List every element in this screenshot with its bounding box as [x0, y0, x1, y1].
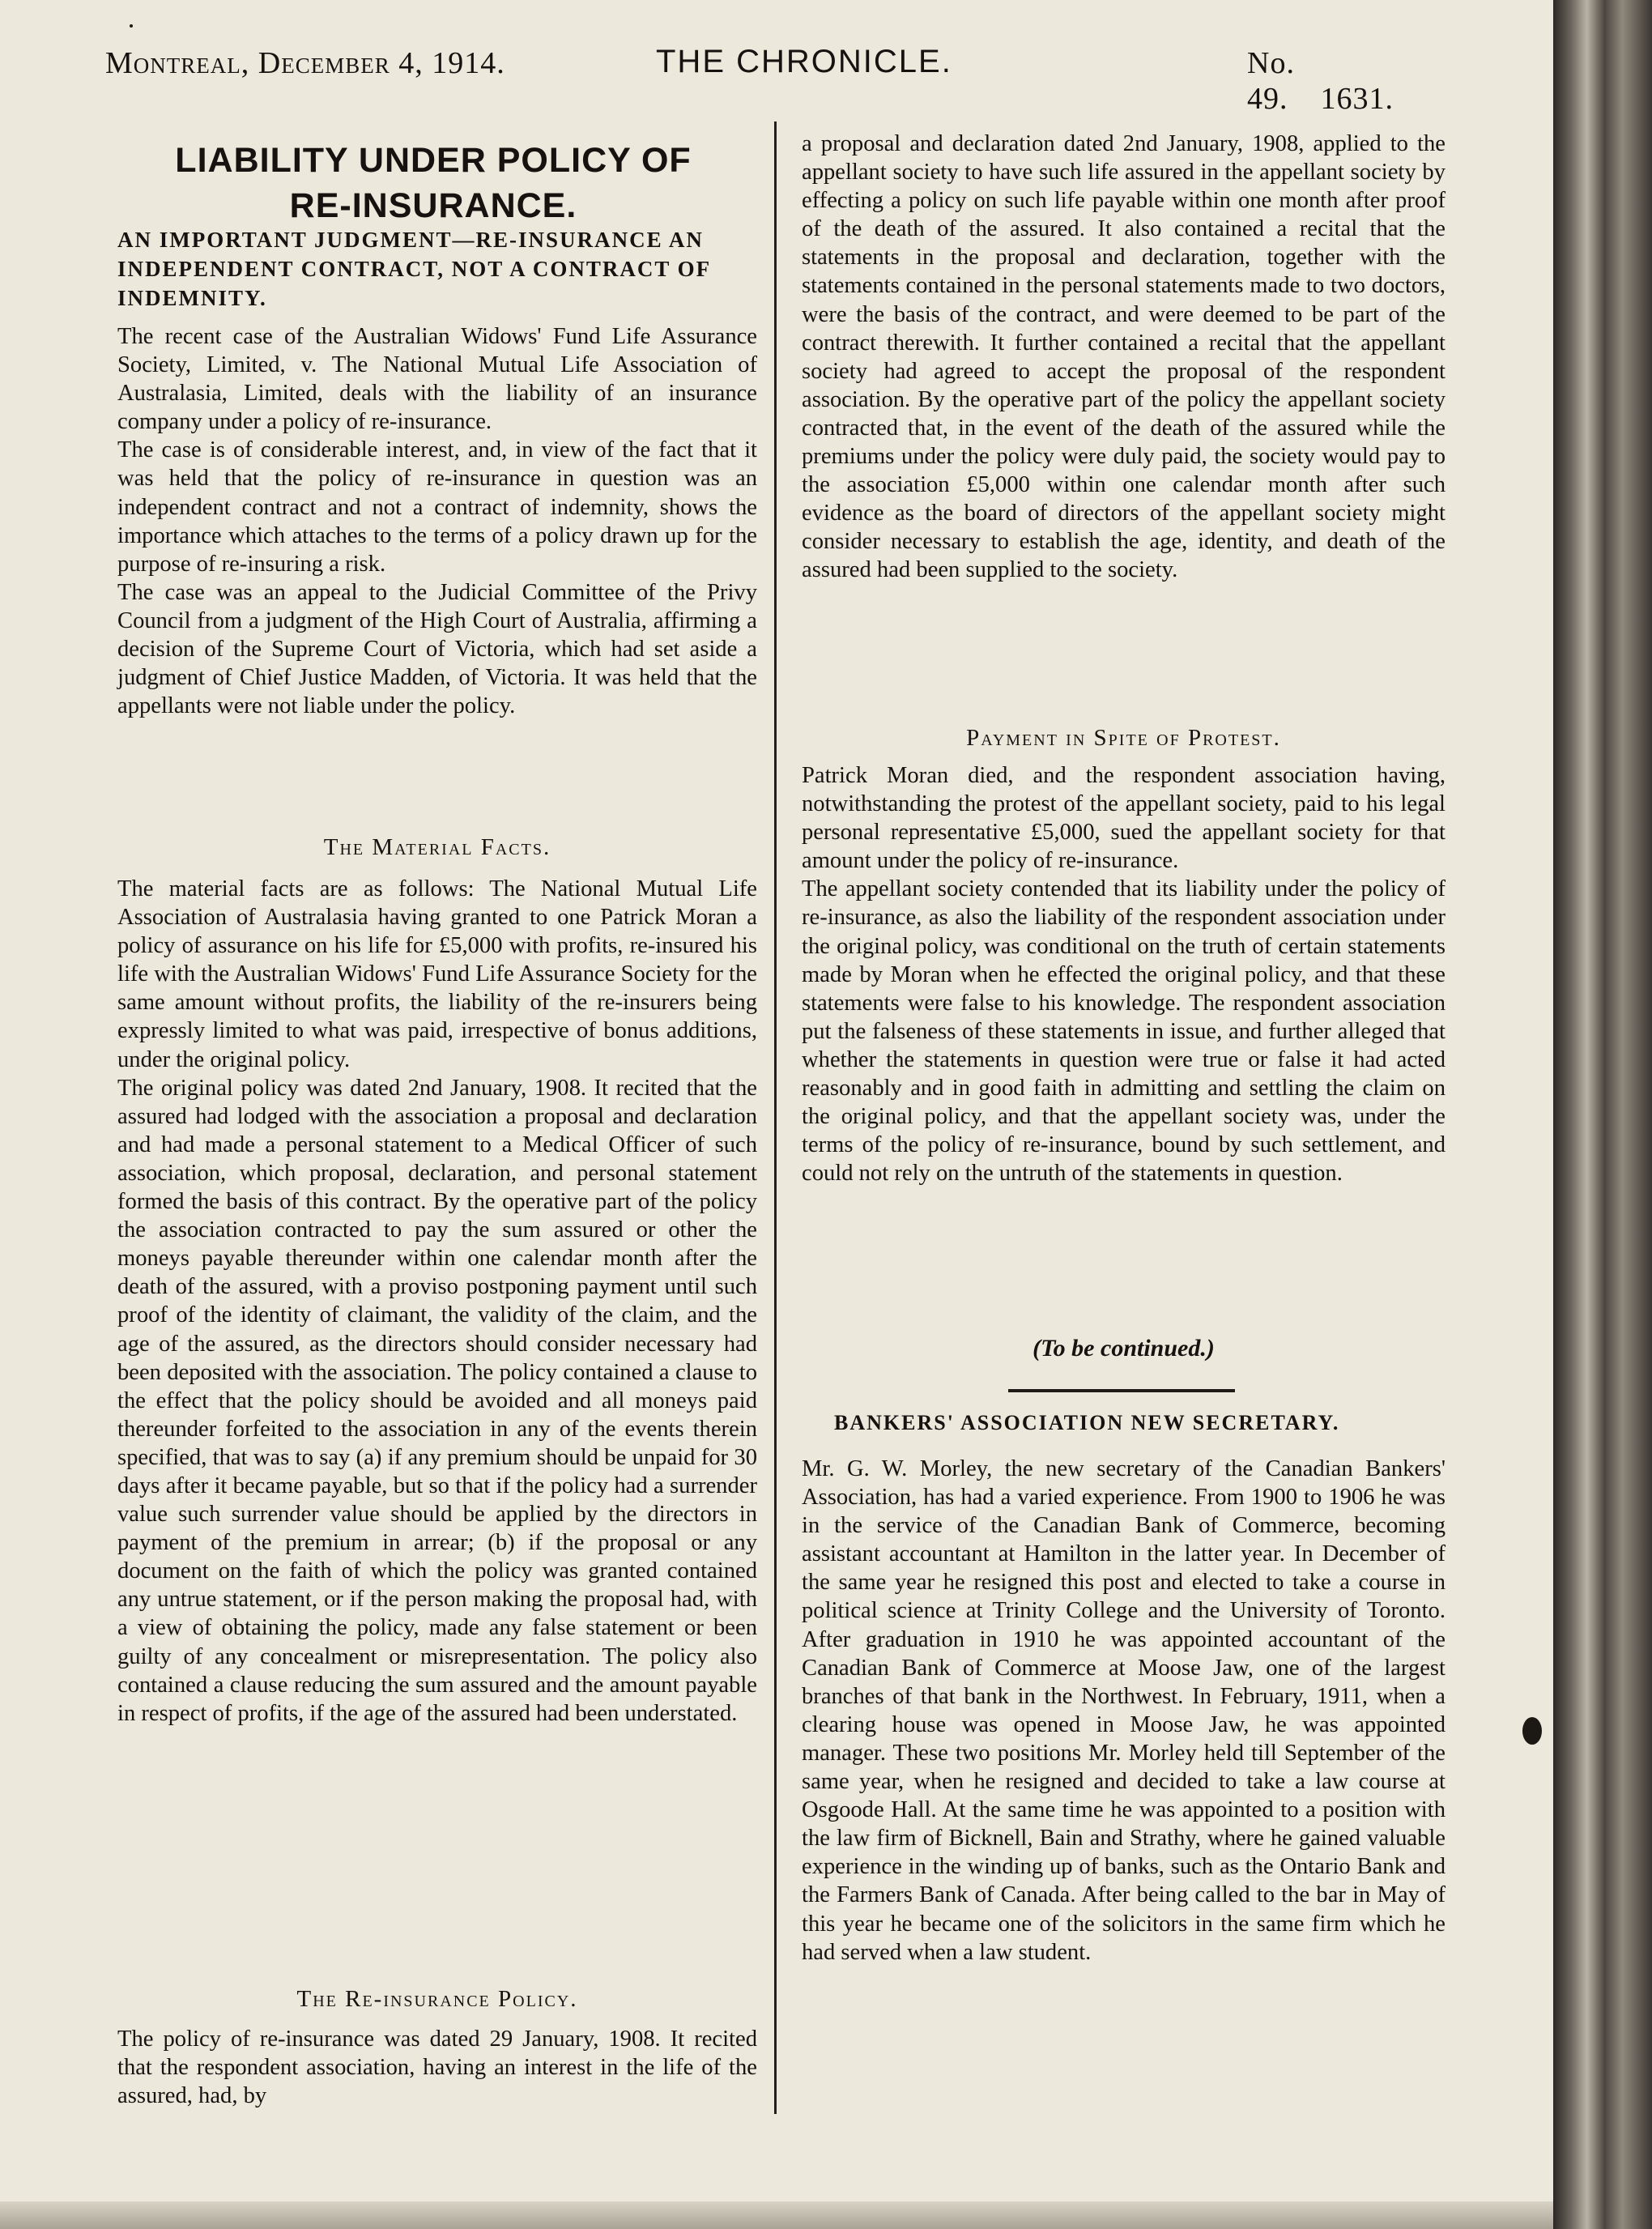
paragraph: a proposal and declaration dated 2nd January, 1908, applied to the appellant society to have such life assured in the appellant society by effecting a policy on such life payable within one month after proof of the death of the assured. It also contained a recital that the statements in the proposal and declaration, together with the statements contained in the personal statements made to two doctors, were the basis of the contract, and were deemed to be part of the contract therewith. It further contained a recital that the appellant society had agreed to accept the proposal of the respondent association. By the operative part of the policy the appellant society contracted that, in the event of the death of the assured while the premiums under the policy were duly paid, the society would pay to the association £5,000 within one calendar month after such evidence as the board of directors of the appellant society might consider necessary to establish the age, identity, and death of the assured had been supplied to the society.: [802, 131, 1446, 583]
paragraph: The case was an appeal to the Judicial Committee of the Privy Council from a judgment of the High Court of Australia, affirming a decision of the Supreme Court of Victoria, which had set aside a judgment of Chief Justice Madden, of Victoria. It was held that the appellants were not liable under the policy.: [117, 579, 757, 719]
header-issue-page: [1247, 45, 1433, 117]
article2-headline: BANKERS' ASSOCIATION NEW SECRETARY.: [834, 1411, 1340, 1434]
paragraph: The appellant society contended that its liability under the policy of re-insurance, as also the liability of the respondent association under the original policy, was conditional on the truth of certain statements made by Moran when he effected the original policy, and that these statements were false to his knowledge. The respondent association put the falseness of these statements in issue, and further alleged that whether the statements in question were true or false it had acted reasonably and in good faith in admitting and settling the claim on the original policy, and that the appellant society was, under the terms of the policy of re-insurance, bound by such settlement, and could not rely on the untruth of the statements in question.: [802, 876, 1446, 1187]
paragraph: The policy of re-insurance was dated 29 January, 1908. It recited that the respondent association, having an interest in the life of the assured, had, by: [117, 2027, 757, 2109]
page-bottom-shadow: [0, 2201, 1553, 2229]
section-heading-payment: Payment in Spite of Protest.: [966, 725, 1281, 751]
running-header: [105, 42, 1433, 116]
paragraph: Mr. G. W. Morley, the new secretary of the Canadian Bankers' Association, has had a varied experience. From 1900 to 1906 he was in the service of the Canadian Bank of Commerce, becoming assistant accountant at Hamilton in the latter year. In December of the same year he resigned this post and elected to take a course in political science at Trinity College and the University of Toronto. After graduation in 1910 he was appointed accountant of the Canadian Bank of Commerce at Moose Jaw, one of the largest branches of that bank in the Northwest. In February, 1911, when a clearing house was opened in Moose Jaw, he was appointed manager. These two positions Mr. Morley held till September of the same year, when he resigned and decided to take a law course at Osgoode Hall. At the same time he was appointed to a position with the law firm of Bicknell, Bain and Strathy, where he gained valuable experience in the winding up of banks, such as the Ontario Bank and the Farmers Bank of Canada. After being called to the bar in May of this year he became one of the solicitors in the same firm which he had served when a law student.: [802, 1456, 1446, 1965]
intro-text: [117, 322, 757, 720]
header-issue-no: No. 49.: [1247, 46, 1295, 116]
paragraph: The material facts are as follows: The National Mutual Life Association of Australasia having granted to one Patrick Moran a policy of assurance on his life for £5,000 with profits, re-insured his life with the Australian Widows' Fund Life Assurance Society for the same amount without profits, the liability of the re-insurers being expressly limited to what was paid, irrespective of bonus additions, under the original policy.: [117, 876, 757, 1072]
payment-text: [802, 761, 1446, 1187]
section-heading-reinsurance-policy: The Re-insurance Policy.: [296, 1986, 578, 2012]
headline-line-2: RE-INSURANCE.: [289, 186, 577, 225]
page-edge-binding: [1553, 0, 1652, 2229]
column-divider: [774, 121, 777, 2114]
headline-line-1: LIABILITY UNDER POLICY OF: [175, 141, 692, 180]
paragraph: The case is of considerable interest, and, in view of the fact that it was held that the policy of re-insurance in question was an independent contract and not a contract of indemnity, shows the importance which attaches to the terms of a policy drawn up for the purpose of re-insuring a risk.: [117, 437, 757, 577]
paragraph: Patrick Moran died, and the respondent association having, notwithstanding the protest of the appellant society, paid to his legal personal representative £5,000, sued the appellant society for that amount under the policy of re-insurance.: [802, 763, 1446, 874]
paragraph: The original policy was dated 2nd January, 1908. It recited that the assured had lodged with the association a proposal and declaration and had made a personal statement to a Medical Officer of such association, which proposal, declaration, and personal statement formed the basis of this contract. By the operative part of the policy the association contracted to pay the sum assured or other the moneys payable thereunder within one calendar month after the death of the assured, with a proviso postponing payment until such proof of the identity of claimant, the validity of the claim, and the age of the assured, as the directors should consider necessary had been deposited with the association. The policy contained a clause to the effect that the policy should be avoided and all moneys paid thereunder forfeited to the association in any of the events therein specified, that was to say (a) if any premium should be unpaid for 30 days after it became payable, but so that if the policy had a surrender value such surrender value should be applied by the directors in payment of the premium in arrear; (b) if the proposal or any document on the faith of which the policy was granted contained any untrue statement, or if the person making the proposal had, with a view of obtaining the policy, made any false statement or been guilty of any concealment or misrepresentation. The policy also contained a clause reducing the sum assured and the amount payable in respect of profits, if the age of the assured had been understated.: [117, 1075, 757, 1726]
header-publication: THE CHRONICLE.: [656, 44, 952, 79]
section-heading-material-facts: The Material Facts.: [323, 834, 551, 860]
ink-speck: [130, 24, 133, 28]
article-separator: [1008, 1389, 1235, 1392]
ink-speck: [1522, 1717, 1542, 1745]
material-facts-text: [117, 875, 757, 1728]
header-page-no: 1631.: [1320, 82, 1394, 116]
article2-text: [802, 1455, 1446, 1967]
header-place-date: Montreal, December 4, 1914.: [105, 46, 505, 80]
to-be-continued: (To be continued.): [1032, 1335, 1215, 1362]
paragraph: The recent case of the Australian Widows' Fund Life Assurance Society, Limited, v. The National Mutual Life Association of Australasia, Limited, deals with the liability of an insurance company under a policy of re-insurance.: [117, 324, 757, 435]
article-subhead: AN IMPORTANT JUDGMENT—RE-INSURANCE AN INDEPENDENT CONTRACT, NOT A CONTRACT OF INDEMNITY.: [117, 228, 711, 310]
reinsurance-continued-text: [802, 130, 1446, 585]
article-headline: [126, 138, 741, 228]
reinsurance-policy-text: [117, 2025, 757, 2110]
